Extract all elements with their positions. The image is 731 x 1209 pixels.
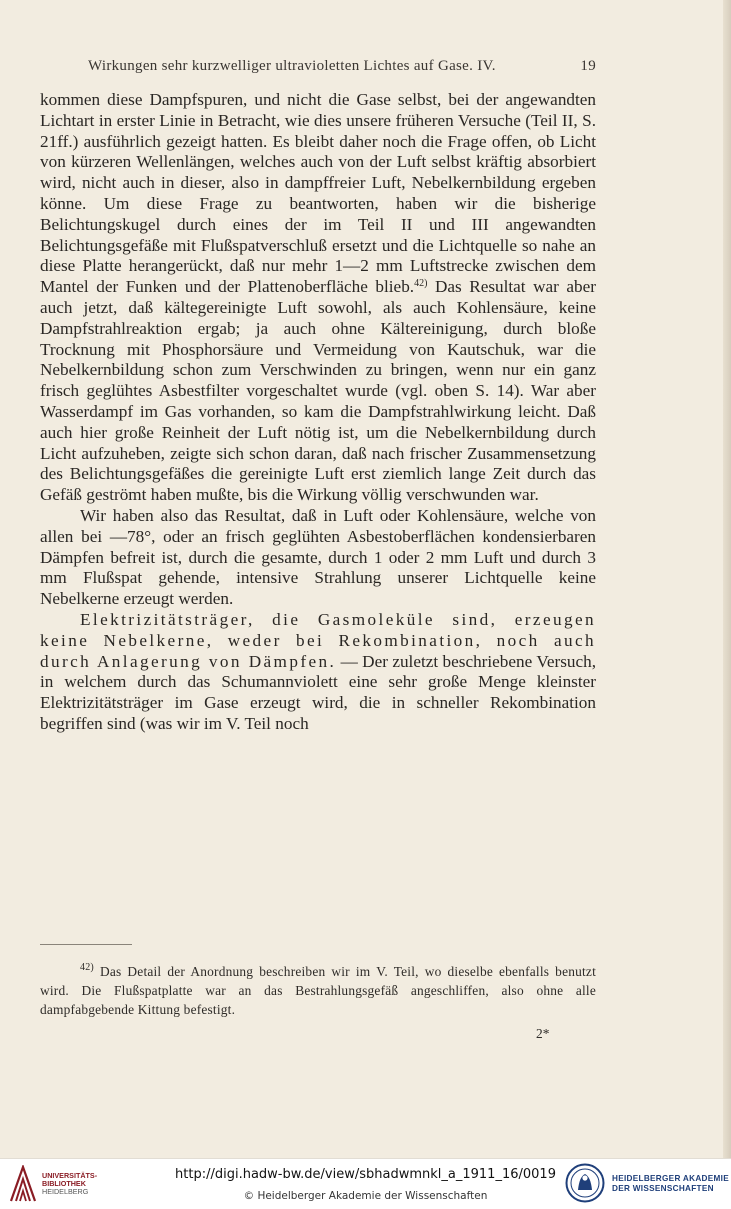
footnote [40, 962, 596, 1019]
running-title: Wirkungen sehr kurzwelliger ultravioletten Lichtes auf Gase. IV. [88, 58, 496, 74]
footnote-marker: 42) [80, 962, 94, 973]
signature-mark: 2* [536, 1026, 550, 1041]
body-text [40, 90, 596, 735]
footnote-paragraph [40, 962, 596, 1019]
copyright-notice: © Heidelberger Akademie der Wissenschaften [243, 1190, 488, 1202]
paragraph-1-text: kommen diese Dampfspuren, und nicht die Gase selbst, bei der angewandten Lichtart in erster Linie in Betracht, wie dies unsere früheren Versuche (Teil II, S. 21ff.) ausführlich gezeigt hatten. Es bleibt daher noch die Frage offen, ob Licht von kürzeren Wellenlängen, welches auch von der Luft selbst kräftig absorbiert wird, nicht auch in dieser, also in dampffreier Luft, Nebelkernbildung ergeben könne. Um diese Frage zu beantworten, haben wir die bisherige Belichtungskugel durch eines der im Teil II und III angewandten Belichtungsgefäße mit Flußspatverschluß ersetzt und die Lichtquelle so nahe an diese Platte herangerückt, daß nur mehr 1—2 mm Luftstrecke zwischen dem Mantel der Funken und der Plattenoberfläche blieb. [40, 90, 596, 297]
footer-bar [0, 1158, 731, 1209]
paragraph-3-continued: — Der zuletzt beschriebene Versuch, in welchem durch das Schumannviolett eine sehr große Menge kleinster Elektrizitätsträger im Gase erzeugt wird, die in schneller Rekombination begriffen sind (was wir im V. Teil noch [40, 651, 597, 733]
academy-name-line-2: DER WISSENSCHAFTEN [612, 1184, 714, 1193]
paragraph-3-spaced-thesis: Elektrizitätsträger, die Gasmoleküle sind, erzeugen keine Nebelkerne, weder bei Rekombination, noch auch durch Anlagerung von Dämpfen. [40, 609, 596, 671]
page-edge-shadow [723, 0, 731, 1158]
running-head [88, 58, 596, 75]
paragraph-1-continued: Das Resultat war aber auch jetzt, daß kältegereinigte Luft sowohl, als auch Kohlensäure, keine Dampfstrahlreaktion ergab; ja auch ohne Kältereinigung, durch bloße Trocknung mit Phosphorsäure und Vermeidung von Kautschuk, war die Nebelkernbildung schon zum Verschwinden zu bringen, wenn nur ein ganz frisch geglühtes Asbestfilter vorgeschaltet wurde (vgl. oben S. 14). War aber Wasserdampf im Gas vorhanden, so kam die Dampfstrahlwirkung leicht. Daß auch hier große Reinheit der Luft nötig ist, um die Nebelkernbildung durch Licht aufzuheben, zeigte sich schon daran, daß nach frischer Zusammensetzung des Belichtungsgefäßes die gereinigte Luft erst ziemlich lange Zeit durch das Gefäß geströmt haben mußte, bis die Wirkung völlig verschwunden war. [40, 277, 596, 505]
paragraph-3 [40, 610, 596, 735]
footnote-reference[interactable]: 42) [414, 278, 428, 290]
paragraph-2: Wir haben also das Resultat, daß in Luft oder Kohlensäure, welche von allen bei —78°, oder an frisch geglühten Asbestoberflächen kondensierbaren Dämpfen befreit ist, durch die gesamte, durch 1 oder 2 mm Luft und durch 3 mm Flußspat gehende, intensive Strahlung unserer Lichtquelle keine Nebelkerne erzeugt werden. [40, 505, 596, 609]
academy-name-line-1: HEIDELBERGER AKADEMIE [612, 1174, 729, 1183]
footnote-text: Das Detail der Anordnung beschreiben wir im V. Teil, wo dieselbe ebenfalls benutzt wird. Die Flußspatplatte war an das Bestrahlungsgefäß angeschliffen, also ohne alle dampfabgebende Kittung befestigt. [40, 964, 596, 1017]
document-url-link[interactable]: http://digi.hadw-bw.de/view/sbhadwmnkl_a_1911_16/0019 [175, 1167, 556, 1182]
library-name-line-1: UNIVERSITÄTS- [42, 1171, 98, 1180]
paragraph-1 [40, 90, 596, 506]
library-name-line-2: BIBLIOTHEK [42, 1179, 86, 1188]
academy-seal-icon[interactable] [565, 1163, 605, 1203]
library-city: HEIDELBERG [42, 1187, 89, 1196]
footnote-divider [40, 944, 132, 945]
academy-name [612, 1174, 729, 1194]
page-number: 19 [580, 58, 596, 74]
